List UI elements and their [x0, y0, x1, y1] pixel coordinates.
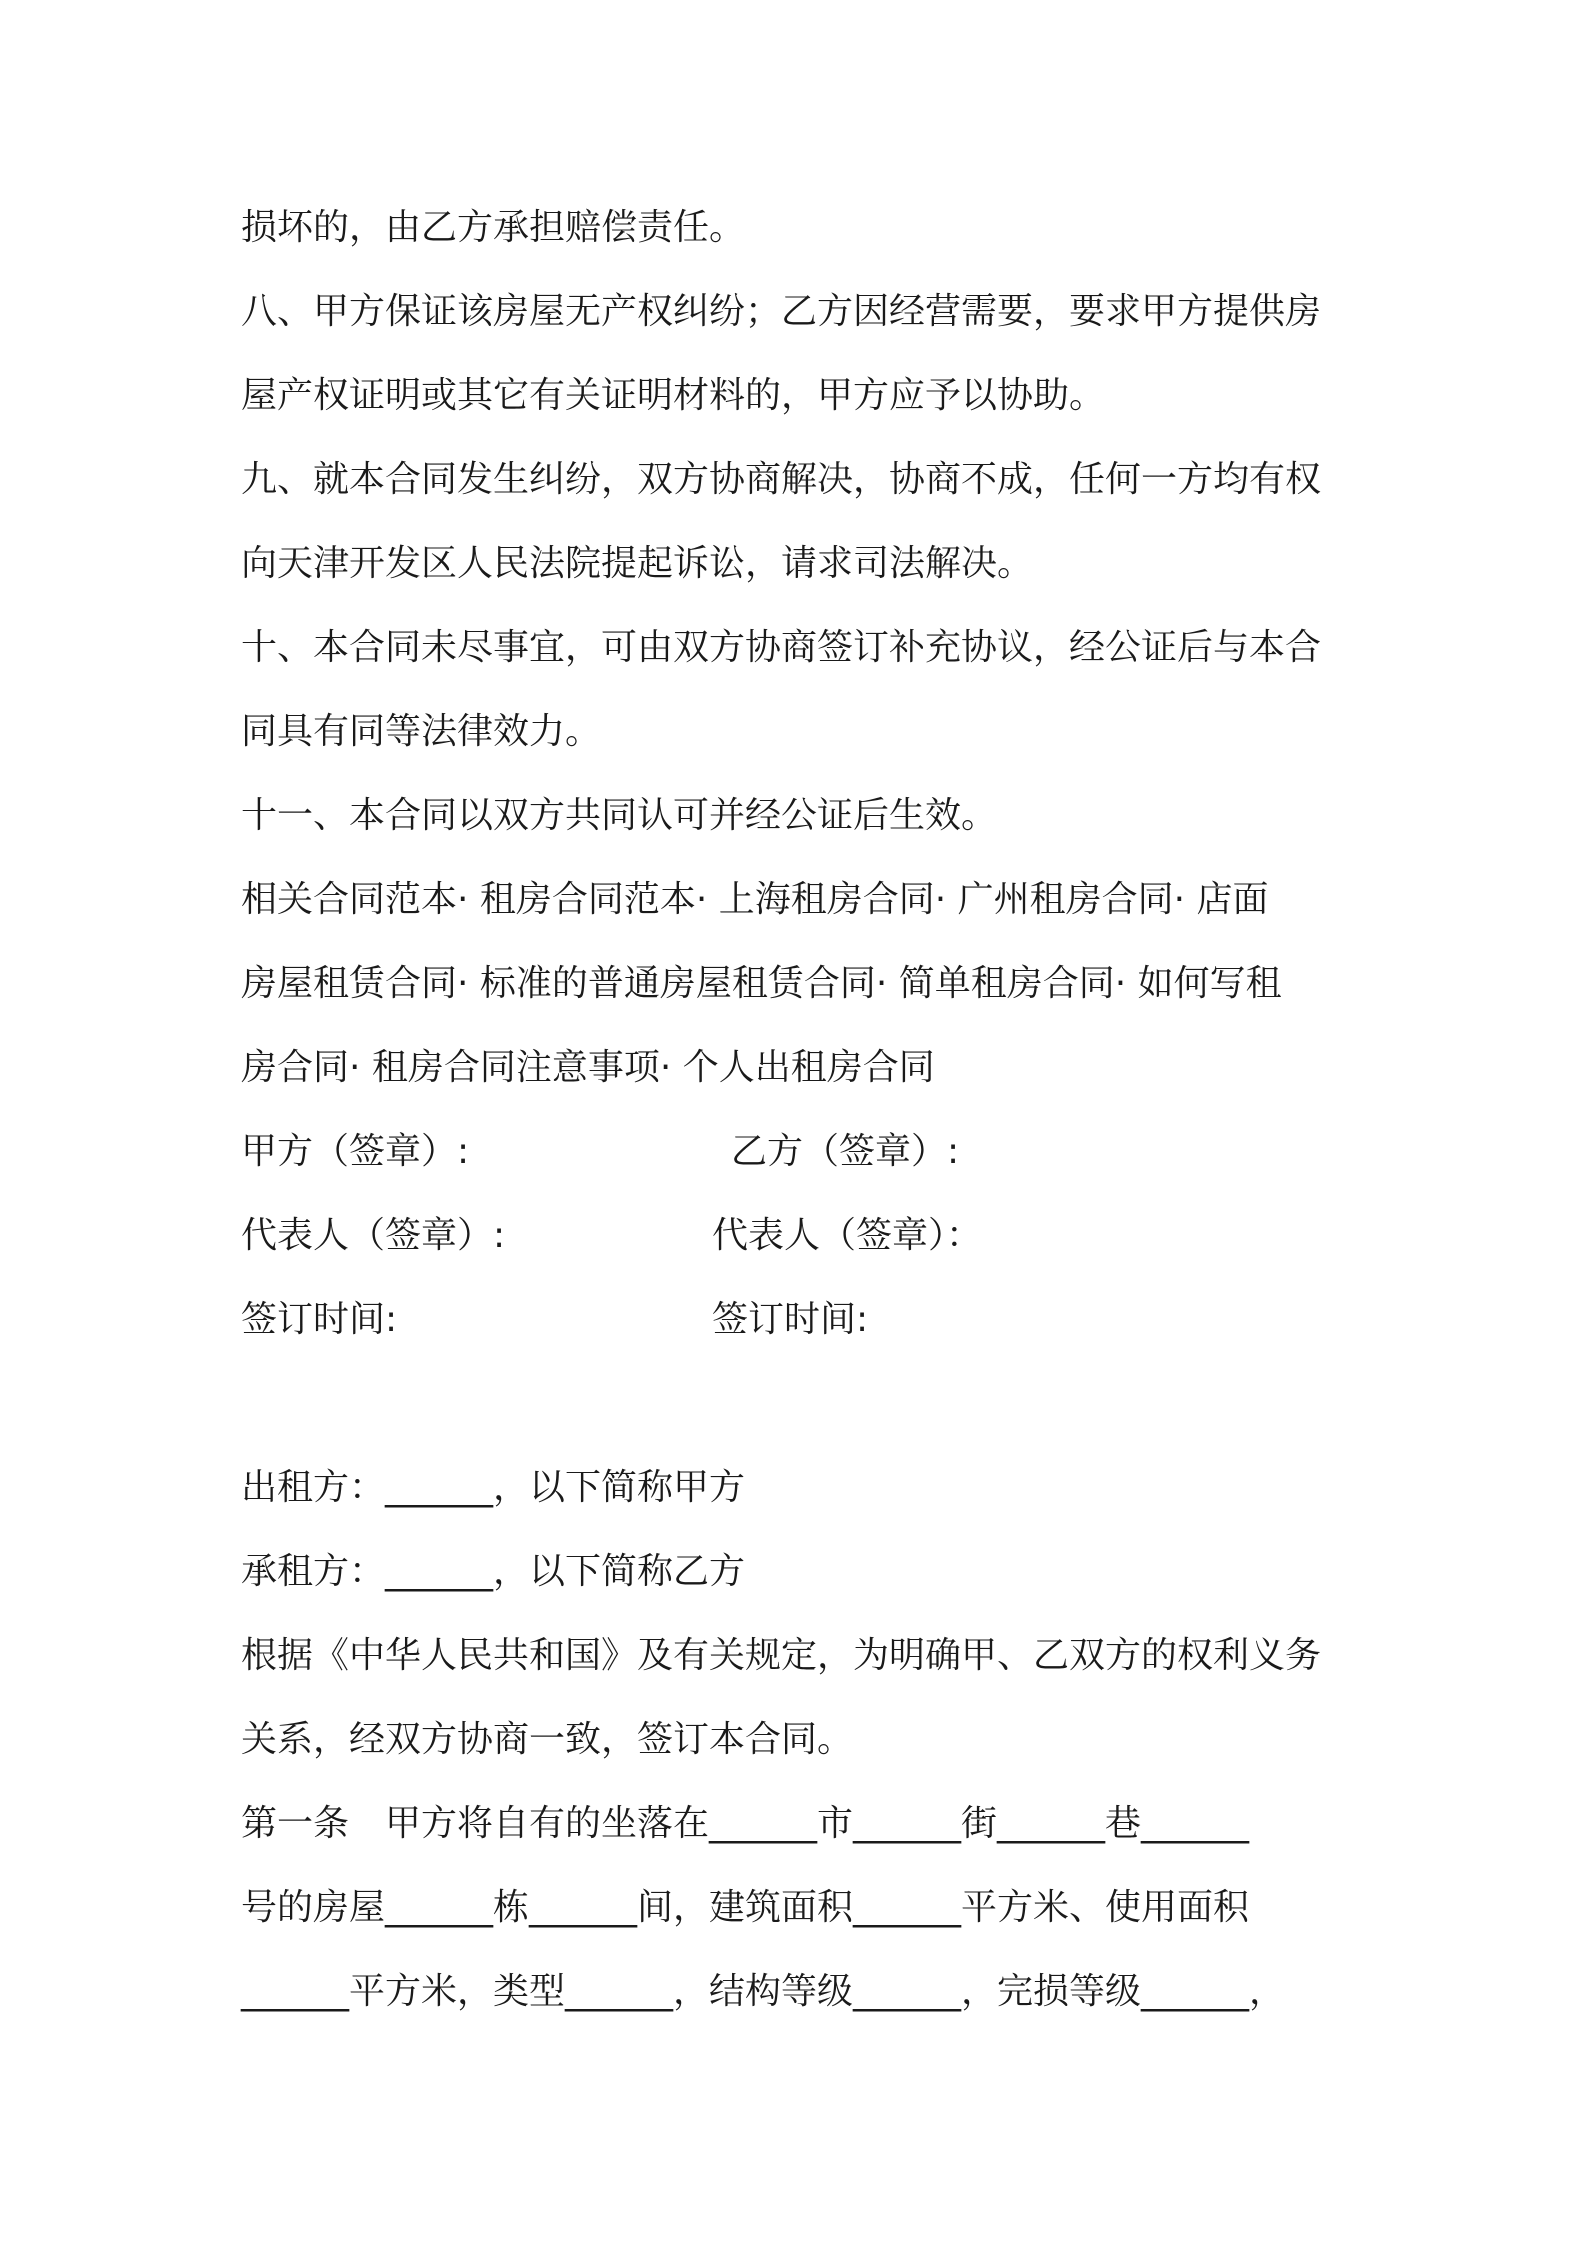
- rep-a-seal-label: 代表人（签章）:: [241, 1215, 506, 1256]
- rep-b-seal-label: 代表人（签章）：: [712, 1215, 983, 1256]
- paragraph-line: 八、甲方保证该房屋无产权纠纷；乙方因经营需要，要求甲方提供房: [241, 291, 1322, 332]
- paragraph-line: 十一、本合同以双方共同认可并经公证后生效。: [241, 795, 998, 836]
- related-links-line: 相关合同范本· 租房合同范本· 上海租房合同· 广州租房合同· 店面: [241, 879, 1269, 920]
- paragraph-line: 根据《中华人民共和国》及有关规定，为明确甲、乙双方的权利义务: [241, 1635, 1322, 1676]
- paragraph-line: 同具有同等法律效力。: [241, 711, 602, 752]
- paragraph-line: 十、本合同未尽事宜，可由双方协商签订补充协议，经公证后与本合: [241, 627, 1322, 668]
- lessor-line: 出租方：______，以下简称甲方: [241, 1467, 746, 1508]
- paragraph-line: 损坏的，由乙方承担赔偿责任。: [241, 207, 746, 248]
- article-one-line: ______平方米，类型______，结构等级______，完损等级______，: [241, 1971, 1286, 2012]
- paragraph-line: 九、就本合同发生纠纷，双方协商解决，协商不成，任何一方均有权: [241, 459, 1322, 500]
- article-one-line: 号的房屋______栋______间，建筑面积______平方米、使用面积: [241, 1887, 1250, 1928]
- related-links-line: 房屋租赁合同· 标准的普通房屋租赁合同· 简单租房合同· 如何写租: [241, 963, 1282, 1004]
- paragraph-line: 屋产权证明或其它有关证明材料的，甲方应予以协助。: [241, 375, 1106, 416]
- article-one-line: 第一条 甲方将自有的坐落在______市______街______巷______: [241, 1803, 1250, 1844]
- paragraph-line: 向天津开发区人民法院提起诉讼，请求司法解决。: [241, 543, 1034, 584]
- party-b-seal-label: 乙方（签章）:: [731, 1131, 960, 1172]
- date-b-label: 签订时间:: [712, 1299, 869, 1340]
- date-a-label: 签订时间:: [241, 1299, 398, 1340]
- related-links-line: 房合同· 租房合同注意事项· 个人出租房合同: [241, 1047, 935, 1088]
- paragraph-line: 关系，经双方协商一致，签订本合同。: [241, 1719, 854, 1760]
- lessee-line: 承租方：______，以下简称乙方: [241, 1551, 746, 1592]
- document-page: [241, 0, 1371, 2244]
- party-a-seal-label: 甲方（签章）:: [241, 1131, 470, 1172]
